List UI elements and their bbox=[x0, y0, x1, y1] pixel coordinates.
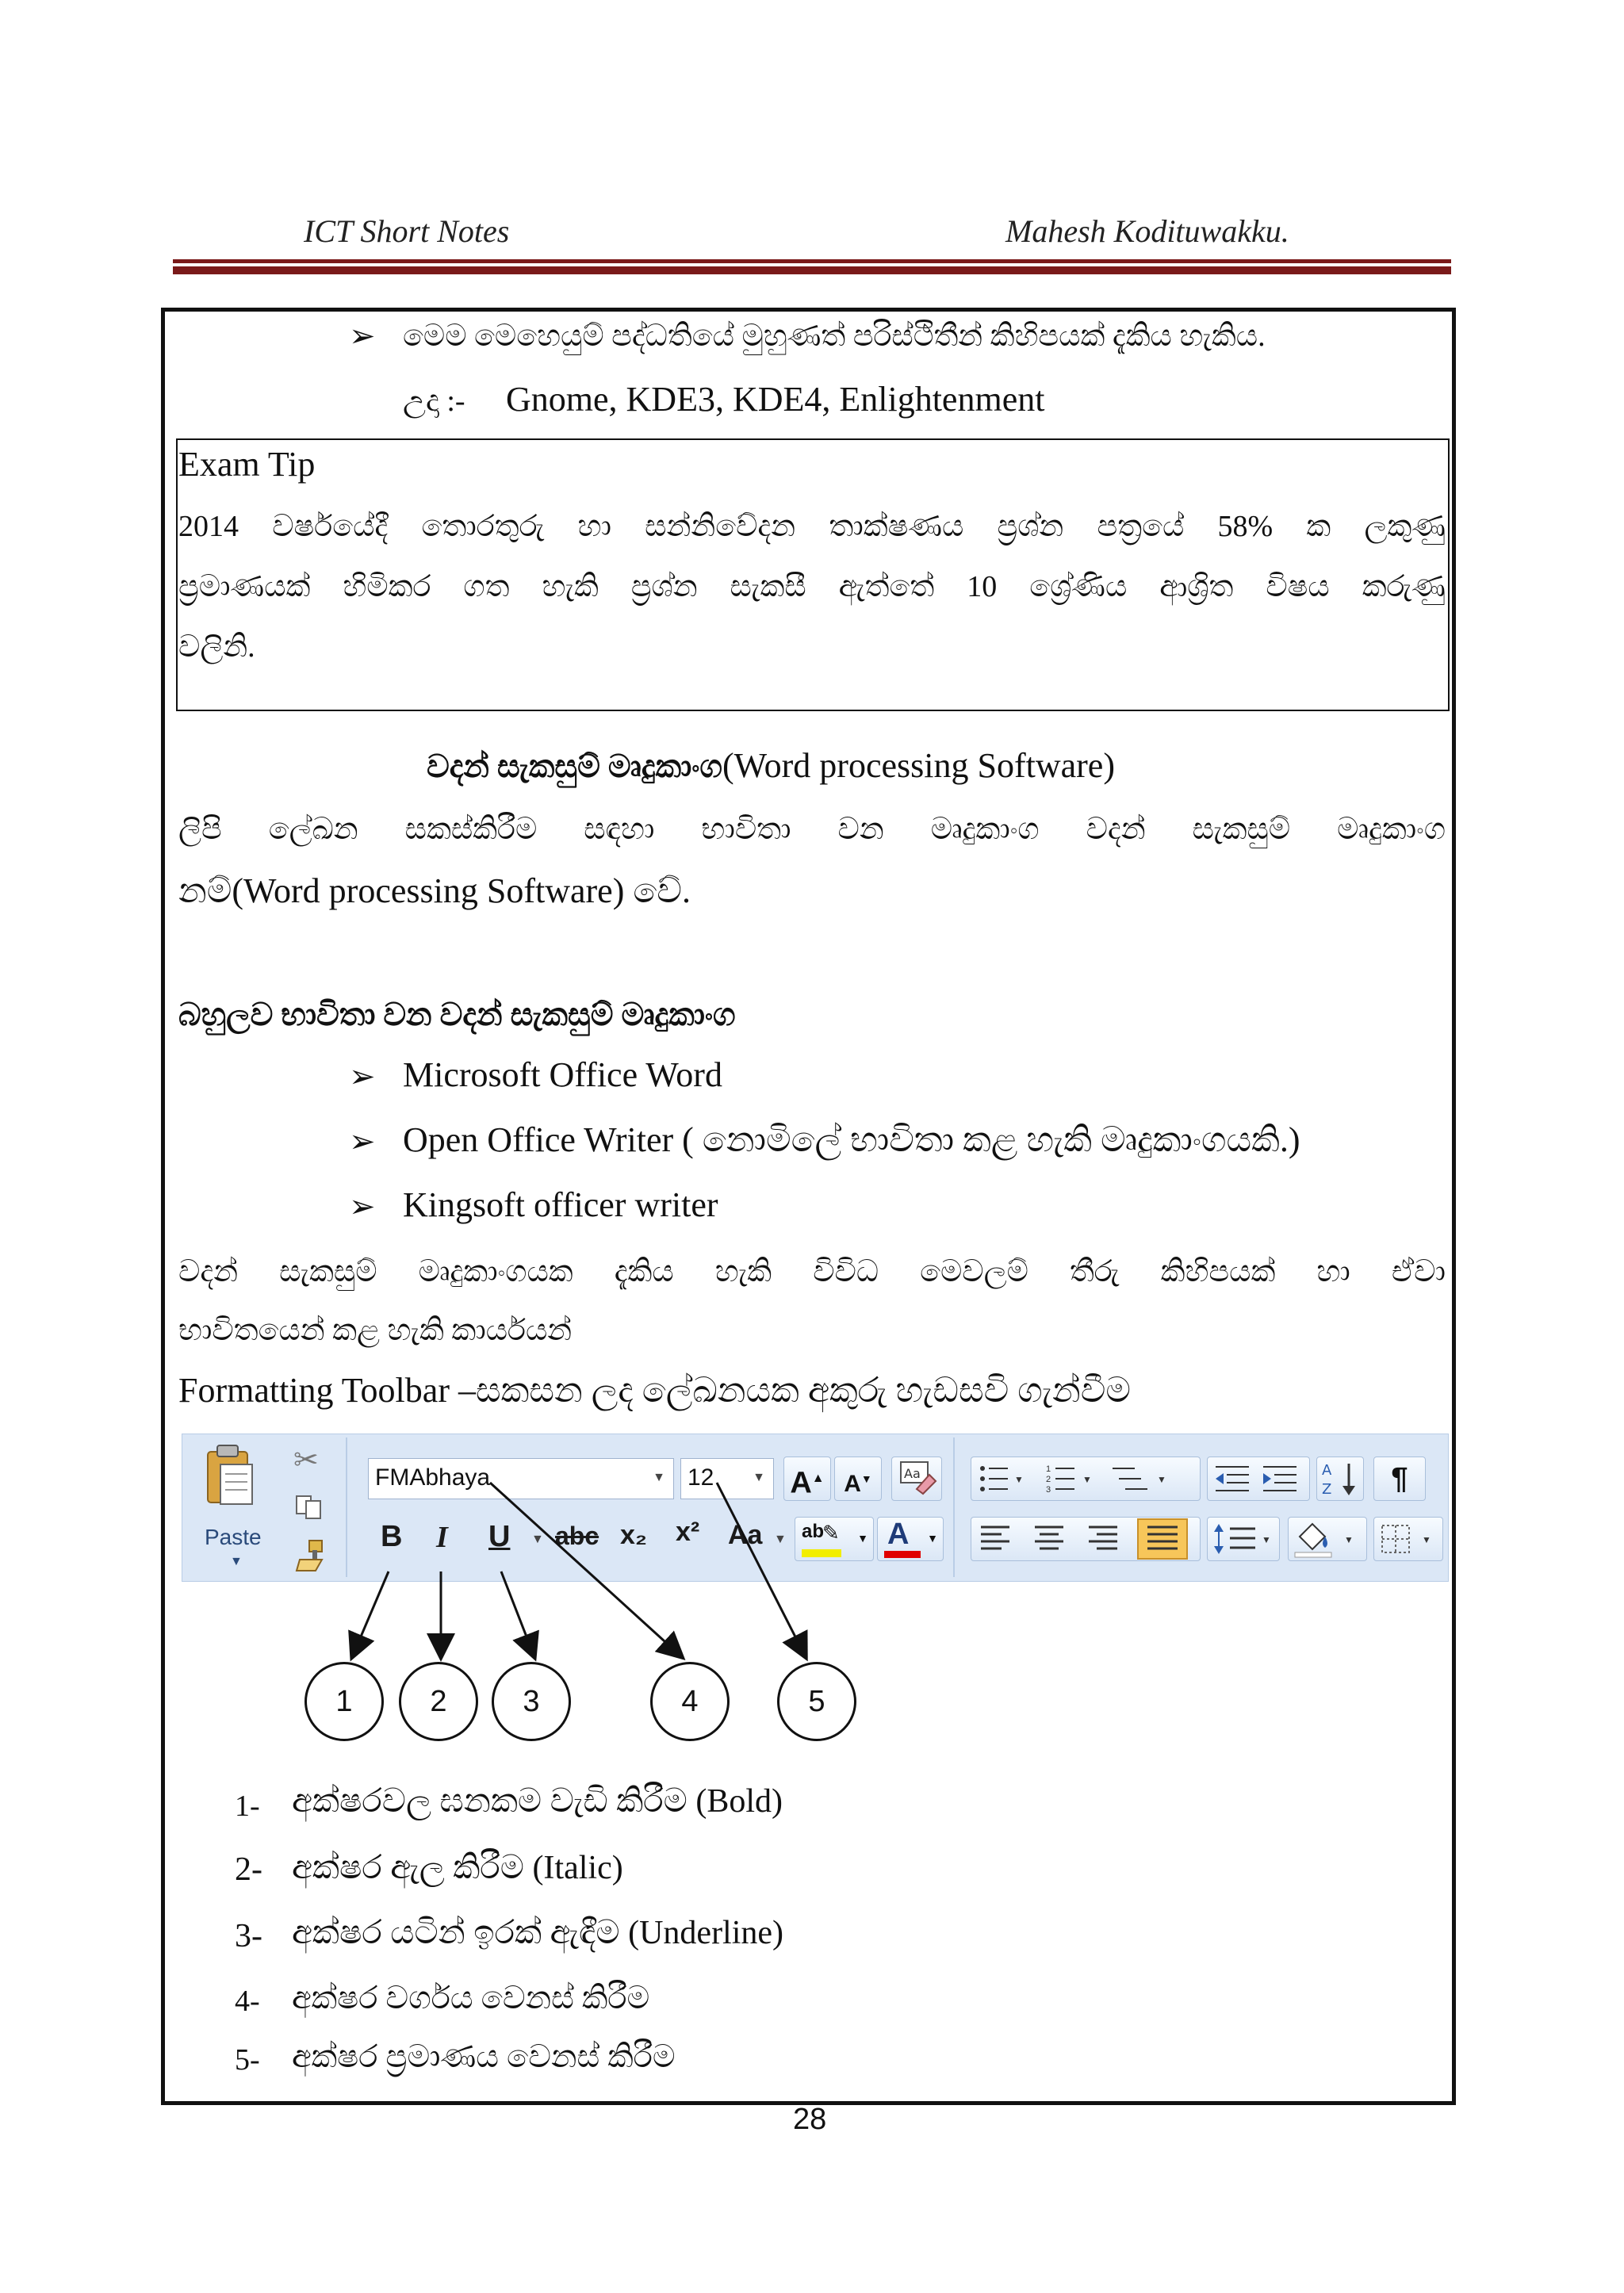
list-item: Kingsoft officer writer bbox=[403, 1185, 718, 1224]
intro-example-prefix: උදා :- bbox=[403, 385, 465, 418]
callout-3: 3 bbox=[492, 1662, 571, 1741]
paste-dropdown-icon[interactable]: ▼ bbox=[230, 1555, 243, 1568]
intro-bullet-text: මෙම මෙහෙයුම් පද්ධතියේ මුහුණත් පරිස්ථිතීන් කිහිපයක් දැකිය හැකිය. bbox=[403, 320, 1266, 353]
show-formatting-button[interactable]: ¶ bbox=[1373, 1457, 1426, 1501]
svg-text:A: A bbox=[1322, 1462, 1332, 1479]
exam-tip-line3: වලිනි. bbox=[178, 630, 255, 664]
list-number: 2- bbox=[235, 1851, 262, 1888]
pen-icon: ✎ bbox=[822, 1521, 840, 1545]
cut-icon[interactable]: ✂ bbox=[293, 1444, 319, 1477]
section2-para-line1: වදන් සැකසුම් මෘදුකාංගයක දැකිය හැකි විවිධ මෙවලම් තීරු කිහිපයක් හා ඒවා bbox=[178, 1255, 1446, 1288]
strikethrough-button[interactable]: abc bbox=[555, 1522, 599, 1550]
arrow-5 bbox=[717, 1483, 806, 1657]
list-item: අක්ෂරවල ඝනකම වැඩි කිරීම (Bold) bbox=[292, 1783, 783, 1820]
grow-font-button[interactable]: A▲ bbox=[783, 1457, 831, 1501]
svg-text:▼: ▼ bbox=[1262, 1534, 1271, 1545]
arrow-3 bbox=[501, 1571, 534, 1657]
bullet-arrow: ➢ bbox=[349, 1124, 376, 1159]
callout-2: 2 bbox=[399, 1662, 478, 1741]
list-item: අක්ෂර ඇල කිරීම (Italic) bbox=[292, 1850, 623, 1886]
header-left: ICT Short Notes bbox=[304, 213, 510, 249]
list-number: 4- bbox=[235, 1985, 260, 2018]
callout-5: 5 bbox=[777, 1662, 856, 1741]
italic-button[interactable]: I bbox=[436, 1521, 448, 1554]
section1-para-line2: නම්(Word processing Software) වේ. bbox=[178, 871, 691, 910]
list-number: 3- bbox=[235, 1918, 262, 1954]
chevron-down-icon[interactable]: ▼ bbox=[653, 1471, 665, 1484]
chevron-down-icon[interactable]: ▼ bbox=[927, 1532, 938, 1545]
exam-tip-line1: 2014 වර්ෂයේදී තොරතුරු හා සන්නිවේදන තාක්ෂණය ප්‍රශ්න පත්‍රයේ 58% ක ලකුණු bbox=[178, 510, 1446, 543]
underline-button[interactable]: U bbox=[488, 1520, 511, 1553]
highlight-label: ab bbox=[802, 1521, 825, 1542]
page-number: 28 bbox=[793, 2103, 827, 2136]
section1-para-line1: ලිපි ලේඛන සකස්කිරීම සඳහා භාවිතා වන මෘදුකාංග වදන් සැකසුම් මෘදුකාංග bbox=[178, 813, 1446, 846]
section2-para-line2: භාවිතයෙන් කළ හැකි කාර්යයන් bbox=[178, 1314, 573, 1347]
svg-text:▼: ▼ bbox=[1422, 1534, 1431, 1545]
section1-title-en: (Word processing Software) bbox=[722, 746, 1115, 785]
font-color-label: A bbox=[887, 1518, 910, 1551]
list-number: 5- bbox=[235, 2043, 260, 2077]
shrink-font-button[interactable]: A▼ bbox=[834, 1457, 882, 1501]
bullet-arrow: ➢ bbox=[349, 1058, 376, 1094]
font-name-value: FMAbhaya bbox=[375, 1464, 491, 1491]
svg-text:2: 2 bbox=[1046, 1475, 1051, 1484]
list-item: අක්ෂර ප්‍රමාණය වෙනස් කිරීම bbox=[292, 2038, 676, 2074]
chevron-down-icon[interactable]: ▼ bbox=[531, 1533, 544, 1546]
change-case-button[interactable]: Aa bbox=[728, 1520, 763, 1550]
arrow-1 bbox=[352, 1571, 389, 1657]
svg-text:Z: Z bbox=[1322, 1481, 1332, 1498]
svg-text:▼: ▼ bbox=[1344, 1534, 1354, 1545]
section1-title-si: වදන් සැකසුම් මෘදුකාංග bbox=[427, 748, 722, 784]
chevron-down-icon[interactable]: ▼ bbox=[857, 1532, 868, 1545]
intro-example-text: Gnome, KDE3, KDE4, Enlightenment bbox=[506, 380, 1045, 419]
header-right: Mahesh Kodituwakku. bbox=[1005, 213, 1289, 249]
callout-4: 4 bbox=[650, 1662, 730, 1741]
list-item: අක්ෂර වර්ගය වෙනස් කිරීම bbox=[292, 1980, 650, 2015]
svg-text:▼: ▼ bbox=[1014, 1474, 1024, 1485]
subscript-button[interactable]: x₂ bbox=[620, 1520, 648, 1550]
paste-label[interactable]: Paste bbox=[205, 1525, 262, 1549]
svg-text:Aa: Aa bbox=[904, 1466, 921, 1481]
list-item: අක්ෂර යටින් ඉරක් ඇඳීම (Underline) bbox=[292, 1915, 784, 1951]
exam-tip-line2: ප්‍රමාණයක් හිමිකර ගත හැකි ප්‍රශ්න සැකසී ඇත්තේ 10 ශ්‍රේණිය ආශ්‍රිත විෂය කරුණු bbox=[178, 570, 1446, 603]
bold-button[interactable]: B bbox=[381, 1520, 403, 1553]
toolbar-heading: Formatting Toolbar –සකසන ලද ලේඛනයක අකුරු හැඩසවි ගැන්වීම bbox=[178, 1371, 1132, 1410]
bullet-arrow: ➢ bbox=[349, 1189, 376, 1224]
arrow-4 bbox=[490, 1483, 682, 1657]
svg-text:▼: ▼ bbox=[1157, 1474, 1166, 1485]
callout-1: 1 bbox=[304, 1662, 384, 1741]
list-item: Open Office Writer ( නොමිලේ භාවිතා කළ හැකි මෘදුකාංගයකි.) bbox=[403, 1120, 1300, 1159]
list-number: 1- bbox=[235, 1790, 260, 1823]
bullet-arrow: ➢ bbox=[349, 318, 376, 354]
svg-text:1: 1 bbox=[1046, 1464, 1051, 1474]
font-size-value: 12 bbox=[688, 1464, 714, 1491]
chevron-down-icon[interactable]: ▼ bbox=[753, 1471, 765, 1484]
exam-tip-title: Exam Tip bbox=[178, 445, 316, 484]
svg-text:3: 3 bbox=[1046, 1485, 1051, 1495]
svg-text:▼: ▼ bbox=[1082, 1474, 1092, 1485]
list-item: Microsoft Office Word bbox=[403, 1055, 722, 1094]
section2-title: බහුලව භාවිතා වන වදන් සැකසුම් මෘදුකාංග bbox=[178, 997, 736, 1032]
chevron-down-icon[interactable]: ▼ bbox=[774, 1533, 787, 1546]
superscript-button[interactable]: x² bbox=[676, 1517, 700, 1547]
